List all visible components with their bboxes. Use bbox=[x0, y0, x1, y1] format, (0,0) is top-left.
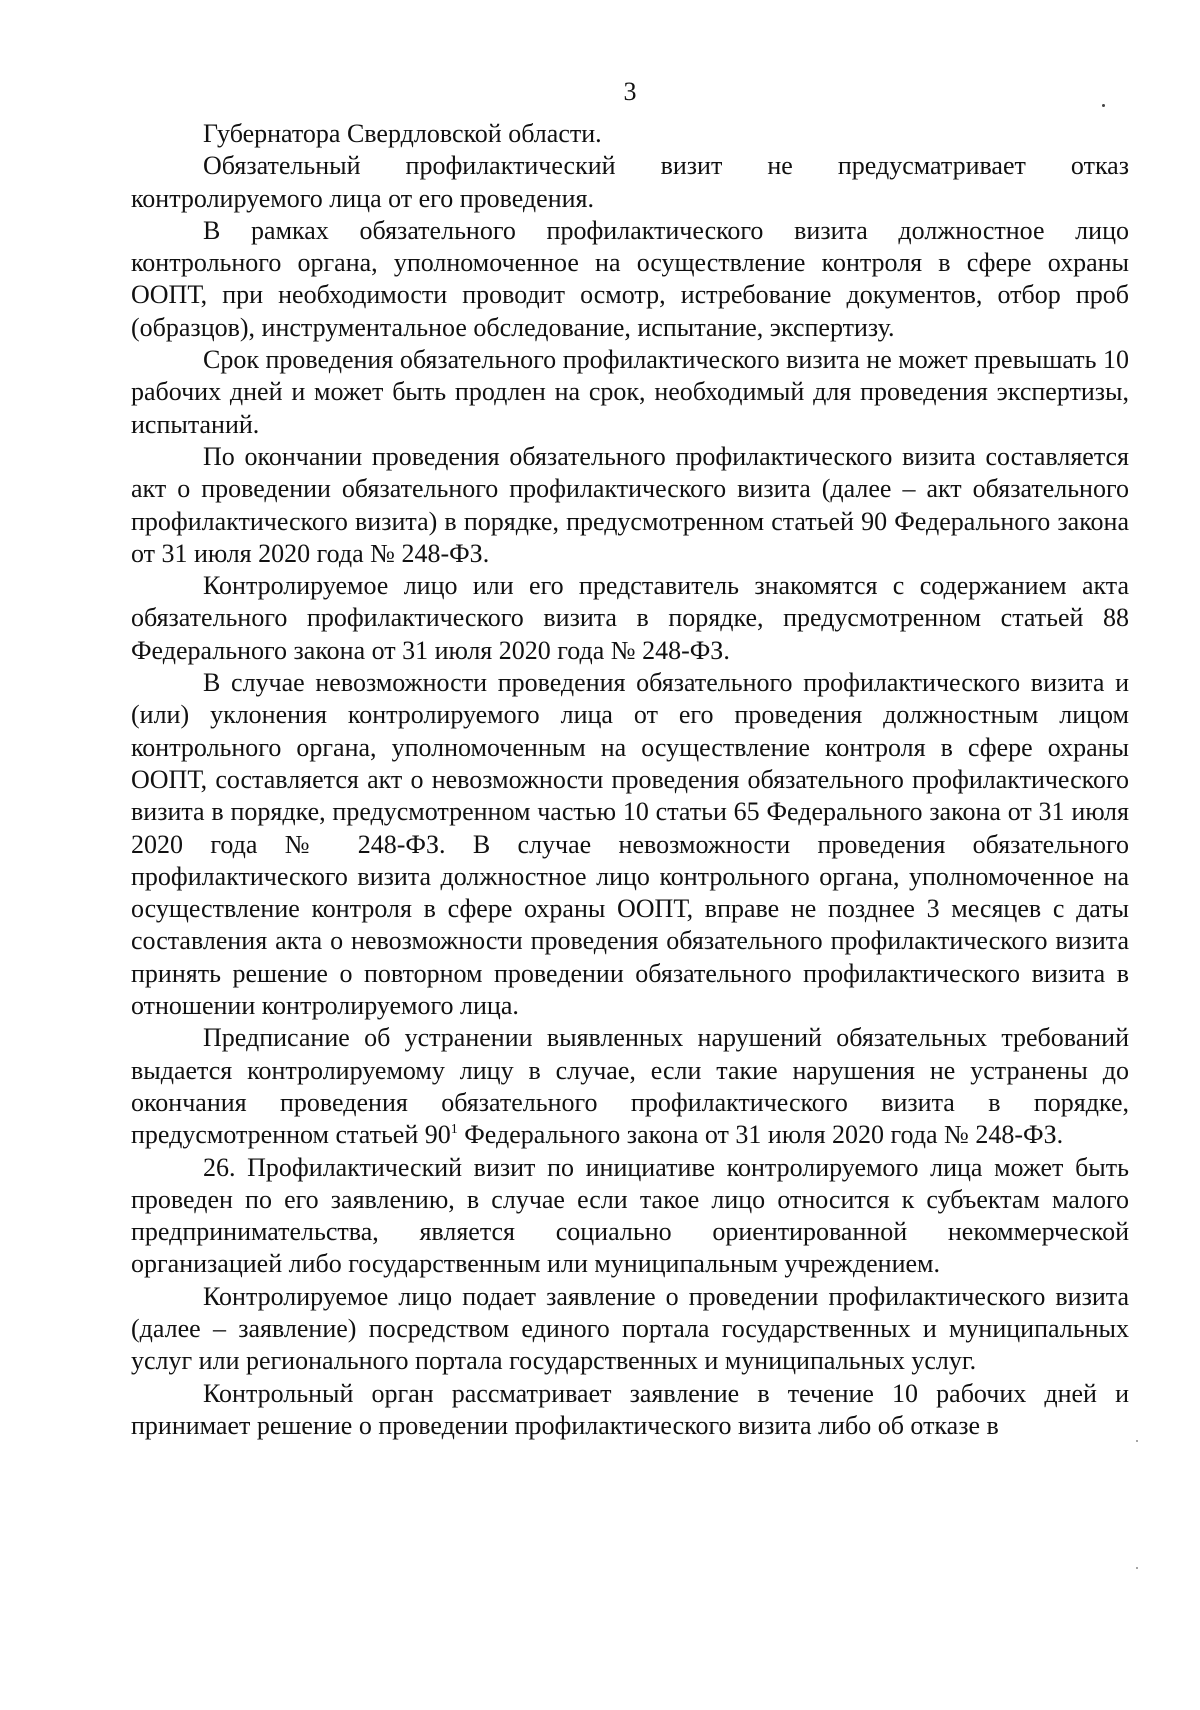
paragraph: В случае невозможности проведения обязательного профилактического визита и (или) уклонения контролируемого лица от его проведения должностным лицом контрольного органа, уполномоченным на осуществление контроля в сфере охраны ООПТ, составляется акт о невозможности проведения обязательного профилактического визита в порядке, предусмотренном частью 10 статьи 65 Федерального закона от 31 июля 2020 года № 248-ФЗ. В случае невозможности проведения обязательного профилактического визита должностное лицо контрольного органа, уполномоченное на осуществление контроля в сфере охраны ООПТ, вправе не позднее 3 месяцев с даты составления акта о невозможности проведения обязательного профилактического визита принять решение о повторном проведении обязательного профилактического визита в отношении контролируемого лица. bbox=[131, 668, 1129, 1021]
paragraph: Обязательный профилактический визит не предусматривает отказ контролируемого лица от его проведения. bbox=[131, 151, 1129, 213]
scan-speck bbox=[1102, 104, 1105, 107]
scan-speck bbox=[1136, 1440, 1138, 1442]
paragraph: Контролируемое лицо или его представитель знакомятся с содержанием акта обязательного профилактического визита в порядке, предусмотренном статьей 88 Федерального закона от 31 июля 2020 года № 248-ФЗ. bbox=[131, 571, 1129, 665]
paragraph: Контролируемое лицо подает заявление о проведении профилактического визита (далее – заявление) посредством единого портала государственных и муниципальных услуг или регионального портала государственных и муниципальных услуг. bbox=[131, 1281, 1129, 1376]
paragraph-with-superscript bbox=[131, 1022, 1129, 1151]
paragraph: Губернатора Свердловской области. bbox=[203, 119, 602, 148]
page-number: 3 bbox=[623, 77, 637, 106]
paragraph: 26. Профилактический визит по инициативе контролируемого лица может быть проведен по его заявлению, в случае если такое лицо относится к субъектам малого предпринимательства, является социально ориентированной некоммерческой организацией либо государственным или муниципальным учреждением. bbox=[131, 1152, 1129, 1279]
paragraph: По окончании проведения обязательного профилактического визита составляется акт о проведении обязательного профилактического визита (далее – акт обязательного профилактического визита) в порядке, предусмотренном статьей 90 Федерального закона от 31 июля 2020 года № 248-ФЗ. bbox=[131, 441, 1129, 568]
document-body bbox=[131, 118, 1129, 1442]
superscript: 1 bbox=[450, 1122, 458, 1138]
paragraph: Срок проведения обязательного профилактического визита не может превышать 10 рабочих дней и может быть продлен на срок, необходимый для проведения экспертизы, испытаний. bbox=[131, 345, 1129, 439]
scan-speck bbox=[1136, 1567, 1138, 1569]
paragraph-text-before: Предписание об устранении выявленных нарушений обязательных требований выдается контролируемому лицу в случае, если такие нарушения не устранены до окончания проведения обязательного профилактического визита в порядке, предусмотренном статьей 90 bbox=[131, 1023, 1129, 1150]
paragraph-text-after: Федерального закона от 31 июля 2020 года № 248-ФЗ. bbox=[457, 1120, 1064, 1150]
paragraph: Контрольный орган рассматривает заявление в течение 10 рабочих дней и принимает решение о проведении профилактического визита либо об отказе в bbox=[131, 1378, 1129, 1440]
paragraph: В рамках обязательного профилактического визита должностное лицо контрольного органа, уполномоченное на осуществление контроля в сфере охраны ООПТ, при необходимости проводит осмотр, истребование документов, отбор проб (образцов), инструментальное обследование, испытание, экспертизу. bbox=[131, 215, 1129, 342]
